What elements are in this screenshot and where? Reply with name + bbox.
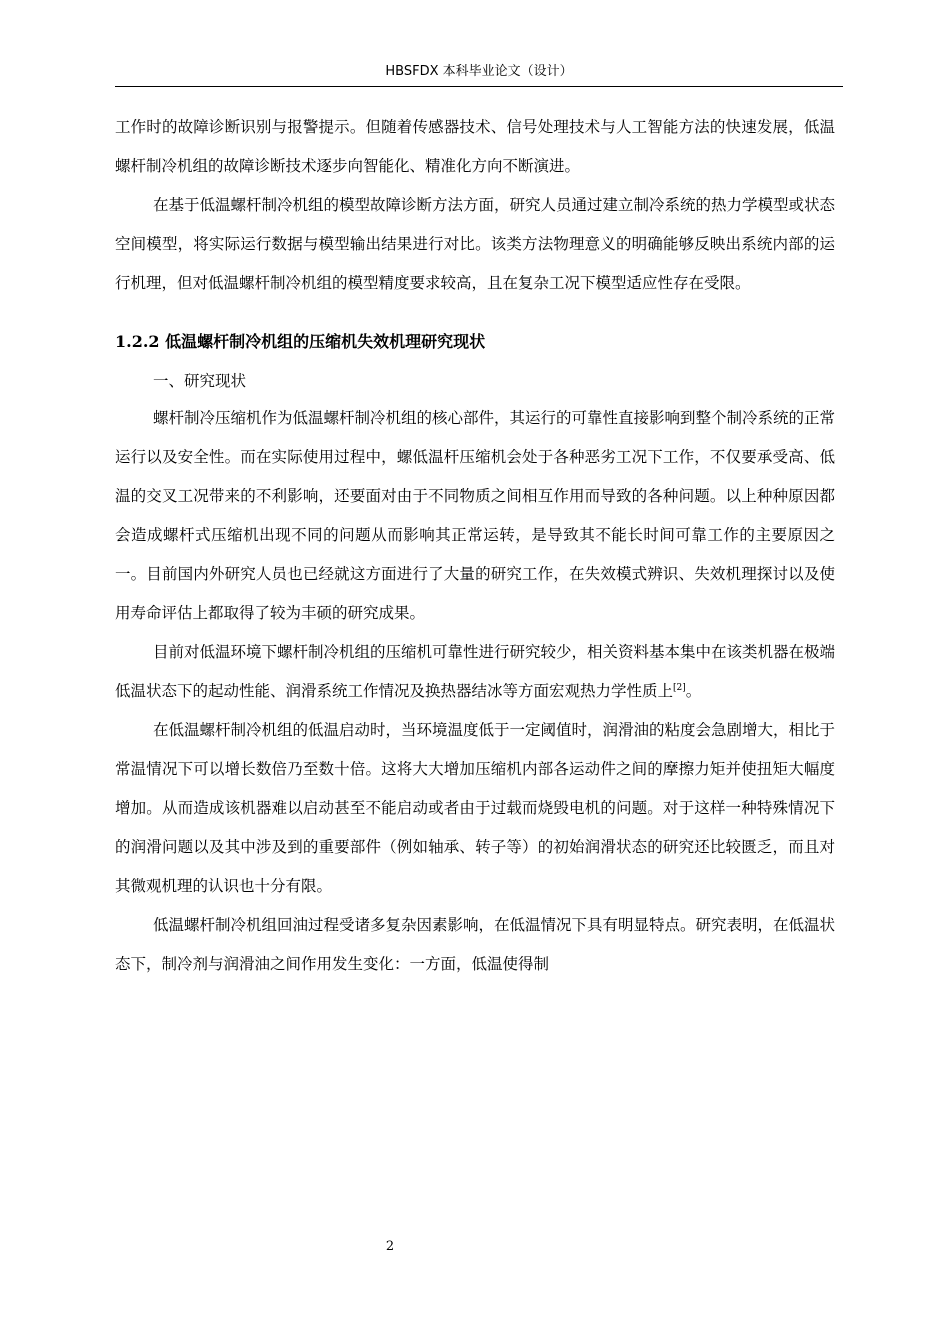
paragraph-reliability-text: 目前对低温环境下螺杆制冷机组的压缩机可靠性进行研究较少，相关资料基本集中在该类机器在极端低温状态下的起动性能、润滑系统工作情况及换热器结冰等方面宏观热力学性质上	[115, 643, 836, 700]
page-number: 2	[385, 1239, 395, 1254]
page-header: HBSFDX 本科毕业论文（设计）	[385, 64, 573, 79]
document-body	[115, 108, 835, 984]
section-heading: 1.2.2 低温螺杆制冷机组的压缩机失效机理研究现状	[115, 332, 486, 351]
section-gap	[115, 303, 835, 321]
paragraph-reliability-research	[115, 633, 835, 711]
paragraph-model-diagnosis: 在基于低温螺杆制冷机组的模型故障诊断方法方面，研究人员通过建立制冷系统的热力学模型或状态空间模型，将实际运行数据与模型输出结果进行对比。该类方法物理意义的明确能够反映出系统内部的运行机理，但对低温螺杆制冷机组的模型精度要求较高，且在复杂工况下模型适应性存在受限。	[115, 196, 836, 292]
paragraph-reliability-end: 。	[685, 682, 702, 700]
paragraph-continuation: 工作时的故障诊断识别与报警提示。但随着传感器技术、信号处理技术与人工智能方法的快速发展，低温螺杆制冷机组的故障诊断技术逐步向智能化、精准化方向不断演进。	[115, 118, 835, 175]
citation-ref: [2]	[673, 683, 686, 693]
sub-heading: 一、研究现状	[153, 372, 247, 390]
paragraph-oil-return: 低温螺杆制冷机组回油过程受诸多复杂因素影响，在低温情况下具有明显特点。研究表明，在低温状态下，制冷剂与润滑油之间作用发生变化：一方面，低温使得制	[115, 916, 836, 973]
header-rule	[115, 86, 843, 87]
paragraph-low-temp-start: 在低温螺杆制冷机组的低温启动时，当环境温度低于一定阈值时，润滑油的粘度会急剧增大，相比于常温情况下可以增长数倍乃至数十倍。这将大大增加压缩机内部各运动件之间的摩擦力矩并使扭矩大幅度增加。从而造成该机器难以启动甚至不能启动或者由于过载而烧毁电机的问题。对于这样一种特殊情况下的润滑问题以及其中涉及到的重要部件（例如轴承、转子等）的初始润滑状态的研究还比较匮乏，而且对其微观机理的认识也十分有限。	[115, 721, 836, 895]
paragraph-compressor-core: 螺杆制冷压缩机作为低温螺杆制冷机组的核心部件，其运行的可靠性直接影响到整个制冷系统的正常运行以及安全性。而在实际使用过程中，螺低温杆压缩机会处于各种恶劣工况下工作，不仅要承受高、低温的交叉工况带来的不利影响，还要面对由于不同物质之间相互作用而导致的各种问题。以上种种原因都会造成螺杆式压缩机出现不同的问题从而影响其正常运转，是导致其不能长时间可靠工作的主要原因之一。目前国内外研究人员也已经就这方面进行了大量的研究工作，在失效模式辨识、失效机理探讨以及使用寿命评估上都取得了较为丰硕的研究成果。	[115, 409, 836, 622]
